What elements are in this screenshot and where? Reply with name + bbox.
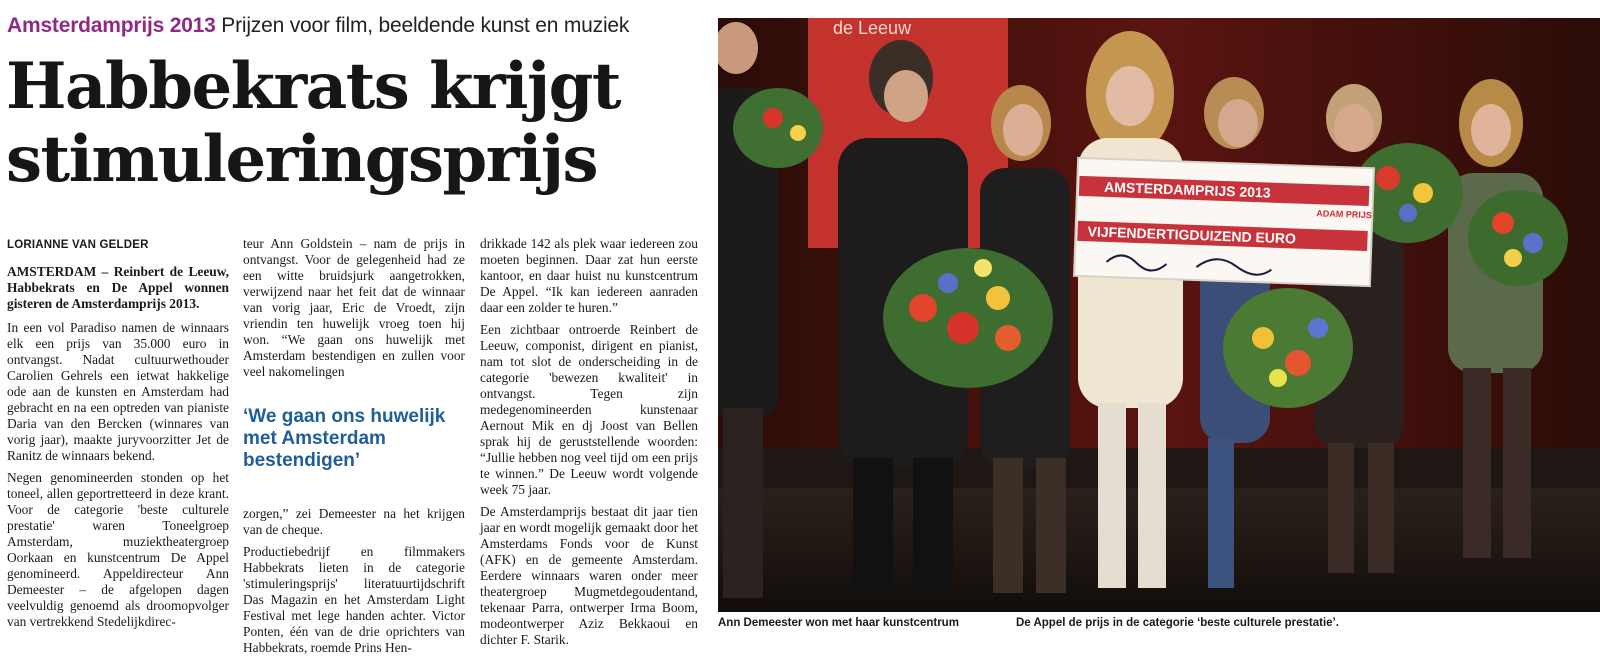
paragraph: drikkade 142 als plek waar iedereen zou moeten beginnen. Daar zat hun eerste kantoor, en daar huist nu kunstcentrum De Appel. “Ik kan iedereen aanraden daar een zolder te huren.”	[480, 236, 698, 315]
byline: LORIANNE VAN GELDER	[7, 239, 149, 251]
flower-bouquet	[883, 248, 1053, 388]
paragraph: De Amsterdamprijs bestaat dit jaar tien jaar en wordt mogelijk gemaakt door het Amsterdams Fonds voor de Kunst (AFK) en de gemeente Amsterdam. Eerdere winnaars waren onder meer theatergroep Mugmetdegoudentand, tekenaar Parra, ontwerper Irma Boom, modeontwerper Aziz Bekkaoui en dichter F. Starik.	[480, 504, 698, 647]
award-photo	[718, 18, 1600, 612]
pull-quote: ‘We gaan ons huwelijk met Amsterdam bestendigen’	[243, 406, 446, 471]
photo-caption-right: De Appel de prijs in de categorie ‘beste culturele prestatie’.	[1016, 617, 1339, 629]
flower-bouquet	[733, 88, 823, 168]
paragraph: In een vol Paradiso namen de winnaars elk een prijs van 35.000 euro in ontvangst. Nadat cultuurwethouder Carolien Gehrels een ietwat hakkelige ode aan de kunsten en Amsterdam had gebracht en na een optreden van pianiste Daria van den Bercken (winnares van vorig jaar), maakte juryvoorzitter Jet de Ranitz de winnaars bekend.	[7, 320, 229, 463]
prize-cheque	[1074, 158, 1374, 286]
award-photo-illustration	[718, 18, 1600, 612]
kicker-subtitle: Prijzen voor film, beeldende kunst en muziek	[221, 14, 630, 37]
article-column-2	[243, 236, 465, 656]
kicker	[7, 14, 629, 38]
article-column-3	[480, 236, 698, 648]
article-column-1	[7, 264, 229, 630]
headline-line-1: Habbekrats krijgt	[6, 49, 620, 124]
lead-paragraph: AMSTERDAM – Reinbert de Leeuw, Habbekrats en De Appel wonnen gisteren de Amsterdamprijs 2013.	[7, 264, 229, 311]
paragraph: teur Ann Goldstein – nam de prijs in ontvangst. Voor de gelegenheid had ze een witte bruidsjurk aangetrokken, verwijzend naar het feit dat de winnaar van vorig jaar, Eric de Vroedt, zijn vriendin ten huwelijk vroeg toen hij won. “We gaan ons huwelijk met Amsterdam bestendigen en zullen voor veel nakomelingen	[243, 236, 465, 379]
flower-bouquet	[1468, 190, 1568, 286]
section-tag: Amsterdamprijs 2013	[7, 14, 216, 37]
headline-line-2: stimuleringsprijs	[6, 122, 597, 197]
paragraph: Productiebedrijf en filmmakers Habbekrats lieten in de categorie 'stimuleringsprijs' literatuurtijdschrift Das Magazin en het Amsterdam Light Festival met lege handen achter. Victor Ponten, één van de drie oprichters van Habbekrats, roemde Prins Hen-	[243, 544, 465, 655]
photo-caption-left: Ann Demeester won met haar kunstcentrum	[718, 617, 959, 629]
paragraph: Negen genomineerden stonden op het toneel, allen geportretteerd in deze krant. Voor de categorie 'beste culturele prestatie' waren Toneelgroep Amsterdam, muziektheatergroep Oorkaan en kunstcentrum De Appel genomineerd. Appeldirecteur Ann Demeester – de afgelopen dagen veelvuldig genoemd als droomopvolger van vertrekkend Stedelijkdirec-	[7, 470, 229, 629]
cheque-logo: ADAM PRIJS	[1316, 208, 1373, 221]
flower-bouquet	[1223, 288, 1353, 408]
cheque-title: AMSTERDAMPRIJS 2013	[1103, 178, 1271, 201]
banner-text: de Leeuw	[833, 18, 912, 38]
paragraph: Een zichtbaar ontroerde Reinbert de Leeuw, componist, dirigent en pianist, nam tot slot de onderscheiding in de categorie 'bewezen kwaliteit' in ontvangst. Tegen zijn medegenomineerden kunstenaar Aernout Mik en dj Joost van Bellen sprak hij de geruststellende woorden: “Jullie hebben nog veel tijd om een prijs te winnen.” De Leeuw wordt volgende week 75 jaar.	[480, 322, 698, 497]
headline	[6, 50, 696, 196]
paragraph: zorgen,” zei Demeester na het krijgen van de cheque.	[243, 506, 465, 537]
cheque-amount: VIJFENDERTIGDUIZEND EURO	[1087, 223, 1297, 247]
